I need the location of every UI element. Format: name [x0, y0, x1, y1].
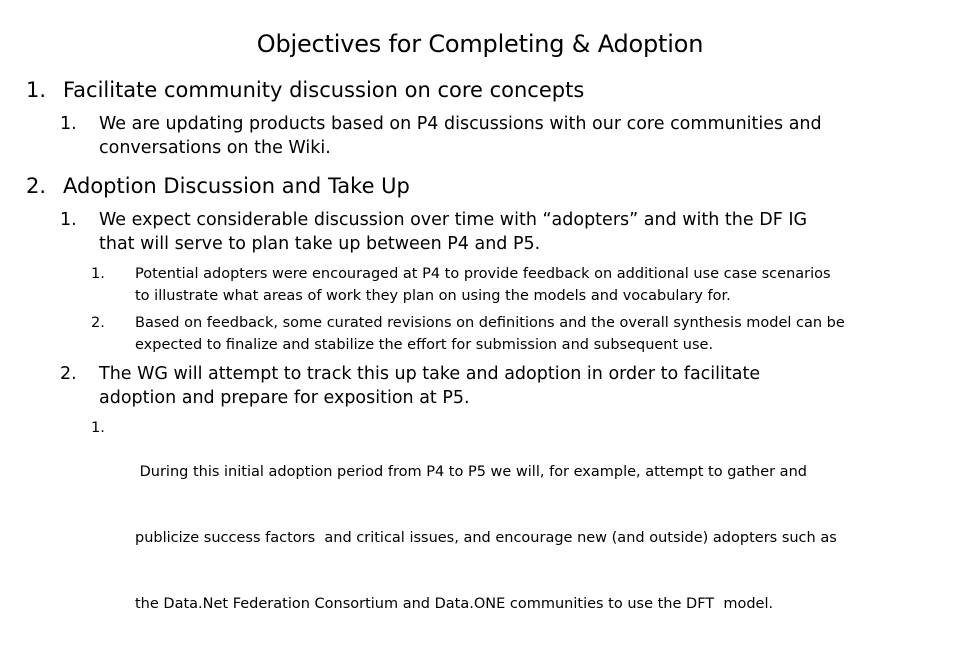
list-text-line: Potential adopters were encouraged at P4 to provide feedback on additional use case scenarios — [135, 266, 831, 282]
list-text — [99, 362, 760, 410]
list-number: 1. — [60, 114, 77, 134]
list-text — [99, 208, 807, 256]
slide-title: Objectives for Completing & Adoption — [256, 30, 704, 58]
list-text-line: During this initial adoption period from P4 to P5 we will, for example, attempt to gather and — [135, 464, 807, 480]
list-text-line: The WG will attempt to track this up take and adoption in order to facilitate — [99, 364, 761, 384]
list-text: Facilitate community discussion on core concepts — [63, 78, 585, 102]
list-text-line: We expect considerable discussion over time with “adopters” and with the DF IG — [99, 210, 808, 230]
list-number: 1. — [60, 210, 77, 230]
list-text-line: We are updating products based on P4 discussions with our core communities and — [99, 114, 822, 134]
list-text — [99, 112, 822, 160]
list-number: 1. — [26, 78, 47, 102]
list-number: 1. — [91, 266, 105, 282]
list-text — [135, 312, 845, 356]
list-number: 2. — [60, 364, 77, 384]
list-number: 2. — [26, 174, 47, 198]
list-text-line: expected to finalize and stabilize the effort for submission and subsequent use. — [135, 337, 714, 353]
list-text-line: that will serve to plan take up between P4 and P5. — [99, 234, 541, 254]
list-number: 1. — [91, 420, 105, 436]
list-text-line: to illustrate what areas of work they plan on using the models and vocabulary for. — [135, 288, 731, 304]
list-text-line: Based on feedback, some curated revisions on definitions and the overall synthesis model can be — [135, 315, 845, 331]
list-number: 2. — [91, 315, 105, 331]
list-text-line: publicize success factors and critical issues, and encourage new (and outside) adopters such as — [135, 530, 837, 546]
list-text: Adoption Discussion and Take Up — [63, 174, 410, 198]
list-text-line: the Data.Net Federation Consortium and Data.ONE communities to use the DFT model. — [135, 596, 774, 612]
list-text-line: adoption and prepare for exposition at P5. — [99, 388, 470, 408]
list-text — [135, 417, 837, 659]
list-text — [135, 263, 831, 307]
list-text-line: conversations on the Wiki. — [99, 138, 331, 158]
